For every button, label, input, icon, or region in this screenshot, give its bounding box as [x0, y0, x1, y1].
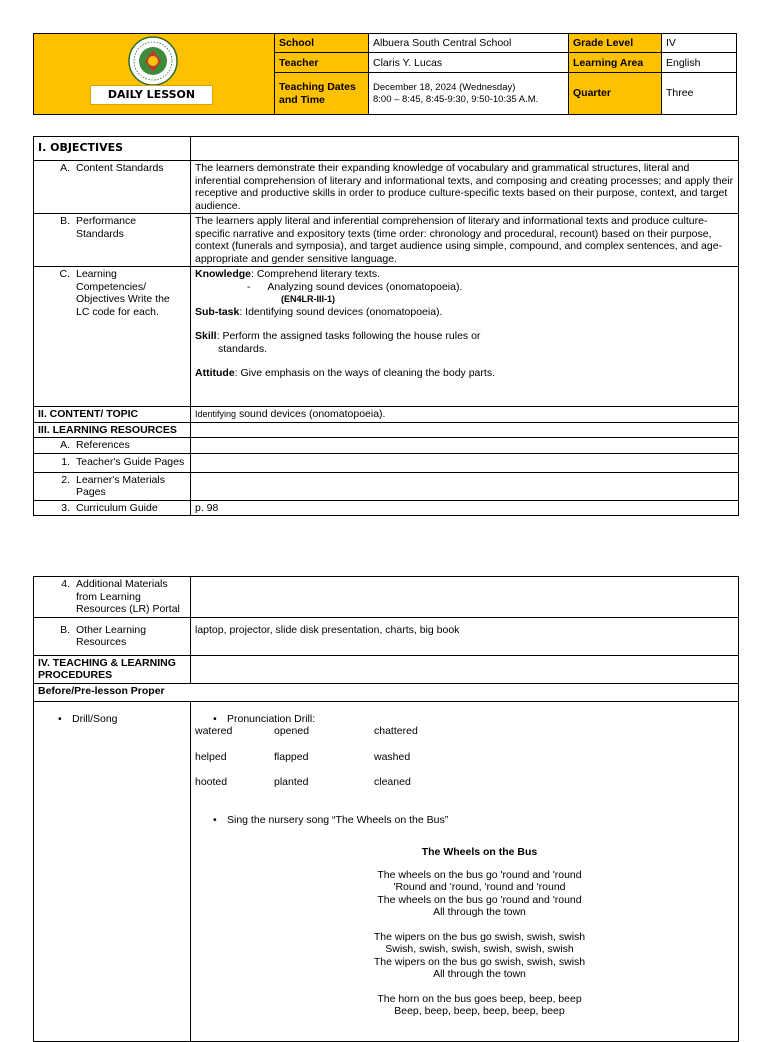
- school-label: School: [275, 34, 369, 53]
- knowledge-sub: - Analyzing sound devices (onomatopoeia).: [247, 280, 463, 293]
- item-label: Content Standards: [76, 162, 164, 174]
- lyric-line: The wipers on the bus go swish, swish, swish: [373, 955, 586, 968]
- item-number: 4.: [61, 578, 70, 590]
- item-label: Teacher's Guide Pages: [76, 456, 185, 469]
- item-number: A.: [60, 439, 70, 451]
- quarter-label: Quarter: [569, 73, 662, 115]
- item-label: Additional Materials from Learning Resources (LR) Portal: [76, 578, 180, 615]
- teachers-guide-empty: [191, 453, 739, 472]
- song-lyrics: [225, 846, 734, 1018]
- bullet-icon: •: [213, 712, 217, 725]
- subtask-line: [195, 306, 734, 319]
- item-number: A.: [60, 162, 70, 174]
- lc-code: (EN4LR-III-1): [281, 294, 335, 304]
- attitude-label: Attitude: [195, 367, 235, 379]
- learners-materials-label: [34, 472, 191, 500]
- teacher-value: Claris Y. Lucas: [369, 53, 569, 73]
- procedures-heading: IV. TEACHING & LEARNING PROCEDURES: [34, 655, 191, 683]
- content-topic-text: [191, 407, 739, 423]
- subtask-text: : Identifying sound devices (onomatopoeia).: [239, 305, 443, 318]
- references-label: [34, 438, 191, 454]
- performance-standards-label: [34, 214, 191, 267]
- lyric-line: Swish, swish, swish, swish, swish, swish: [385, 943, 574, 955]
- pronunciation-drill-title: Pronunciation Drill:: [227, 712, 316, 725]
- drill-song-label-cell: [34, 701, 191, 1041]
- drill-song-label: Drill/Song: [72, 712, 118, 725]
- teacher-label: Teacher: [275, 53, 369, 73]
- drill-word: watered: [195, 725, 233, 737]
- teaching-dates-label: Teaching Dates and Time: [275, 73, 369, 115]
- song-title: The Wheels on the Bus: [421, 846, 538, 858]
- drill-word: planted: [274, 776, 309, 788]
- item-label: Learner's Materials Pages: [76, 473, 165, 498]
- topic-prefix: Identifying: [195, 409, 237, 419]
- lyric-line: Beep, beep, beep, beep, beep, beep: [394, 1005, 565, 1017]
- drill-word: helped: [195, 750, 227, 763]
- teachers-guide-label: [34, 453, 191, 472]
- drill-word: chattered: [374, 725, 418, 737]
- learning-area-value: English: [662, 53, 737, 73]
- daily-lesson-title: DAILY LESSON: [90, 85, 213, 105]
- knowledge-label: Knowledge: [195, 268, 252, 280]
- bullet-icon: •: [58, 712, 62, 725]
- knowledge-text: : Comprehend literary texts.: [251, 268, 380, 280]
- lyric-line: All through the town: [433, 906, 526, 918]
- school-value: Albuera South Central School: [369, 34, 569, 53]
- lyric-line: The wheels on the bus go 'round and 'round: [377, 868, 582, 881]
- skill-cont: standards.: [218, 342, 268, 355]
- lesson-plan-table-1: [33, 136, 739, 516]
- drill-word: cleaned: [374, 776, 411, 788]
- lesson-plan-table-2: [33, 576, 739, 1042]
- learning-area-label: Learning Area: [569, 53, 662, 73]
- item-label: Performance Standards: [76, 215, 137, 240]
- item-label: References: [76, 439, 130, 451]
- quarter-value: Three: [662, 73, 737, 115]
- item-label: Other Learning Resources: [76, 623, 147, 648]
- learning-resources-empty: [191, 422, 739, 438]
- topic-text: sound devices (onomatopoeia).: [236, 408, 386, 420]
- drill-word: opened: [274, 725, 310, 737]
- lyric-line: The wheels on the bus go 'round and 'round: [377, 893, 582, 906]
- teaching-dates-value: [369, 73, 569, 115]
- song-verse-3: [225, 993, 734, 1018]
- content-standards-label: [34, 161, 191, 214]
- grade-level-label: Grade Level: [569, 34, 662, 53]
- item-number: C.: [59, 268, 70, 280]
- attitude-text: : Give emphasis on the ways of cleaning the body parts.: [234, 367, 495, 379]
- knowledge-line: [195, 268, 734, 281]
- song-verse-1: [225, 869, 734, 919]
- content-topic-heading: II. CONTENT/ TOPIC: [34, 407, 191, 423]
- learning-competencies-label: [34, 267, 191, 407]
- grade-level-value: IV: [662, 34, 737, 53]
- item-label: Learning Competencies/ Objectives Write the LC code for each.: [76, 268, 170, 318]
- song-verse-2: [225, 931, 734, 981]
- item-number: 2.: [61, 473, 70, 486]
- content-standards-text: The learners demonstrate their expanding knowledge of vocabulary and grammatical structures, literal and inferential comprehension of literary and informational texts, and composing and creating processes; and apply their receptive and productive skills in order to produce culture-specific texts based on their purpose, context, and target audience.: [191, 161, 739, 214]
- lyric-line: The horn on the bus goes beep, beep, beep: [377, 992, 582, 1005]
- skill-line: [195, 330, 734, 343]
- performance-standards-text: The learners apply literal and inferential comprehension of literary and informational texts and produce culture-specific narrative and expository texts (time order: chronology and procedural, recount) based on their purpose, context (funerals and symposia), and target audience using simple, compound, and complex sentences, and age-appropriate and gender sensitive language.: [191, 214, 739, 267]
- sing-instruction: Sing the nursery song “The Wheels on the Bus”: [227, 813, 449, 826]
- lyric-line: The wipers on the bus go swish, swish, swish: [373, 930, 586, 943]
- item-number: 1.: [61, 456, 70, 469]
- lyric-line: All through the town: [433, 968, 526, 980]
- learning-competencies-text: [191, 267, 739, 407]
- bullet-icon: •: [213, 813, 217, 826]
- item-number: B.: [60, 215, 70, 227]
- teaching-time: 8:00 – 8:45, 8:45-9:30, 9:50-10:35 A.M.: [373, 93, 539, 105]
- curriculum-guide-value: p. 98: [191, 500, 739, 516]
- learning-resources-heading: III. LEARNING RESOURCES: [34, 422, 191, 438]
- skill-text: : Perform the assigned tasks following the house rules or: [216, 330, 481, 342]
- item-number: 3.: [61, 501, 70, 514]
- other-resources-label: [34, 617, 191, 655]
- logo-cell: [34, 34, 275, 115]
- drill-word: flapped: [274, 750, 309, 763]
- header-table: [33, 33, 737, 115]
- pre-lesson-heading: Before/Pre-lesson Proper: [34, 683, 739, 701]
- objectives-heading: I. OBJECTIVES: [34, 137, 191, 161]
- other-resources-value: laptop, projector, slide disk presentation, charts, big book: [191, 617, 739, 655]
- references-empty: [191, 438, 739, 454]
- learners-materials-empty: [191, 472, 739, 500]
- additional-materials-label: [34, 577, 191, 618]
- procedures-empty: [191, 655, 739, 683]
- attitude-line: [195, 367, 734, 380]
- drill-song-content: [191, 701, 739, 1041]
- item-number: B.: [60, 623, 70, 636]
- subtask-label: Sub-task: [195, 305, 240, 318]
- drill-word: hooted: [195, 776, 228, 788]
- additional-materials-empty: [191, 577, 739, 618]
- curriculum-guide-label: [34, 500, 191, 516]
- skill-label: Skill: [195, 330, 217, 342]
- objectives-empty-cell: [191, 137, 739, 161]
- item-label: Curriculum Guide: [76, 501, 158, 514]
- drill-word-grid: [195, 725, 734, 789]
- lyric-line: 'Round and 'round, 'round and 'round: [393, 881, 566, 893]
- teaching-date: December 18, 2024 (Wednesday): [373, 81, 516, 93]
- drill-word: washed: [374, 750, 411, 763]
- school-seal-icon: [128, 36, 178, 86]
